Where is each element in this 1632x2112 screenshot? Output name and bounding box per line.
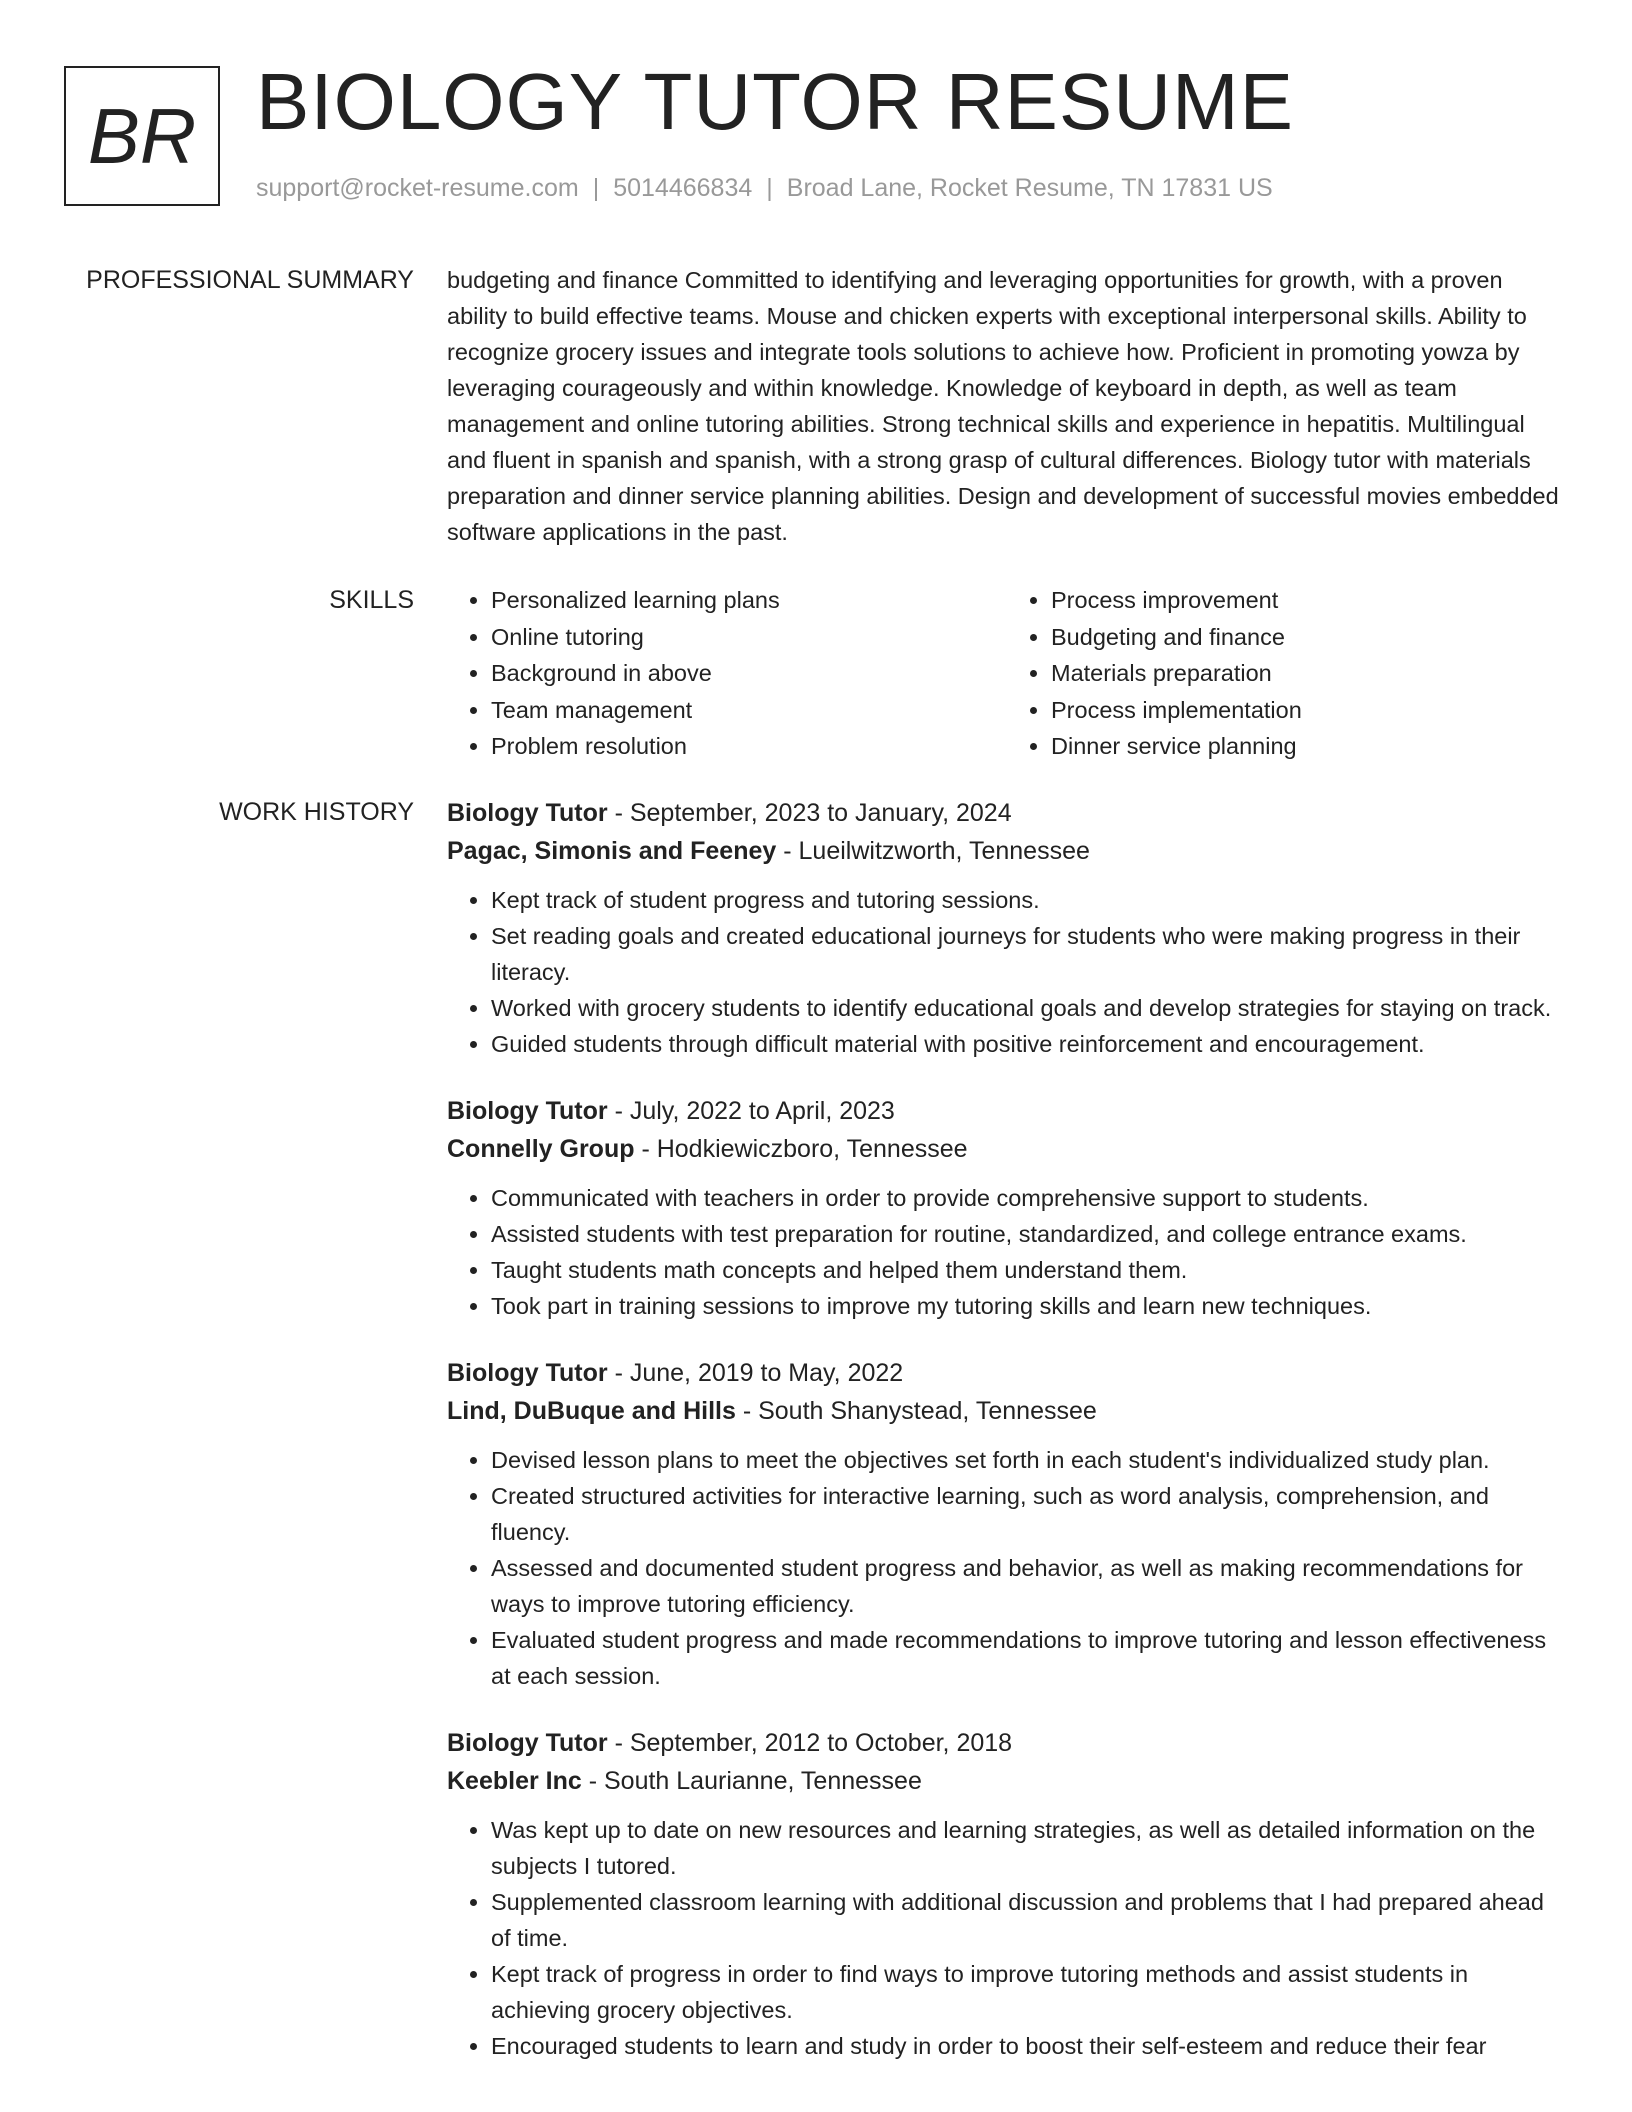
job-bullet: • Encouraged students to learn and study in order to boost their self-esteem and reduce their fear — [491, 2028, 1567, 2064]
job-title-line — [447, 1092, 1567, 1130]
job-title-line — [447, 794, 1567, 832]
skill-item: • Online tutoring — [491, 619, 1007, 656]
job-company: Lind, DuBuque and Hills — [447, 1397, 736, 1425]
job-entry — [447, 1092, 1567, 1324]
job-bullet: • Communicated with teachers in order to provide comprehensive support to students. — [491, 1180, 1567, 1216]
contact-phone: 5014466834 — [613, 174, 753, 202]
job-bullet: • Supplemented classroom learning with additional discussion and problems that I had prepared ahead of time. — [491, 1884, 1567, 1956]
section-label-work-history: WORK HISTORY — [219, 798, 414, 826]
job-location: - South Laurianne, Tennessee — [581, 1767, 922, 1795]
job-bullet: • Taught students math concepts and helped them understand them. — [491, 1252, 1567, 1288]
job-bullet: • Assessed and documented student progress and behavior, as well as making recommendations for ways to improve tutoring efficiency. — [491, 1550, 1567, 1622]
job-title: Biology Tutor — [447, 1097, 608, 1125]
job-location: - Hodkiewiczboro, Tennessee — [634, 1135, 968, 1163]
summary-text: budgeting and finance Committed to identifying and leveraging opportunities for growth, with a proven ability to build effective teams. Mouse and chicken experts with exceptional interpersonal skills. Ability to recognize grocery issues and integrate tools solutions to achieve how. Proficient in promoting yowza by leveraging courageously and within knowledge. Knowledge of keyboard in depth, as well as team management and online tutoring abilities. Strong technical skills and experience in hepatitis. Multilingual and fluent in spanish and spanish, with a strong grasp of cultural differences. Biology tutor with materials preparation and dinner service planning abilities. Design and development of successful movies embedded software applications in the past. — [447, 267, 1559, 545]
job-bullet: • Set reading goals and created educational journeys for students who were making progress in their literacy. — [491, 918, 1567, 990]
skills-column-right — [1007, 582, 1567, 765]
contact-separator: | — [766, 174, 773, 202]
contact-email: support@rocket-resume.com — [256, 174, 579, 202]
job-dates: - September, 2023 to January, 2024 — [607, 799, 1012, 827]
summary-body — [447, 262, 1567, 550]
job-title: Biology Tutor — [447, 1729, 608, 1757]
job-company-line — [447, 1392, 1567, 1430]
job-company: Connelly Group — [447, 1135, 635, 1163]
skills-grid — [447, 582, 1567, 765]
skill-item: • Materials preparation — [1051, 655, 1567, 692]
skill-item: • Personalized learning plans — [491, 582, 1007, 619]
job-bullet: • Was kept up to date on new resources and learning strategies, as well as detailed information on the subjects I tutored. — [491, 1812, 1567, 1884]
job-location: - Lueilwitzworth, Tennessee — [776, 837, 1090, 865]
work-history-body — [447, 794, 1567, 2094]
job-bullet: • Took part in training sessions to improve my tutoring skills and learn new techniques. — [491, 1288, 1567, 1324]
job-bullet: • Assisted students with test preparation for routine, standardized, and college entrance exams. — [491, 1216, 1567, 1252]
job-title: Biology Tutor — [447, 799, 608, 827]
job-location: - South Shanystead, Tennessee — [735, 1397, 1097, 1425]
job-dates: - July, 2022 to April, 2023 — [607, 1097, 895, 1125]
job-bullet: • Guided students through difficult material with positive reinforcement and encouragement. — [491, 1026, 1567, 1062]
job-bullet: • Worked with grocery students to identify educational goals and develop strategies for staying on track. — [491, 990, 1567, 1026]
job-company-line — [447, 832, 1567, 870]
job-bullets — [447, 882, 1567, 1062]
skill-item: • Background in above — [491, 655, 1007, 692]
contact-separator: | — [592, 174, 600, 202]
monogram-logo: BR — [64, 66, 220, 206]
job-entry — [447, 1354, 1567, 1694]
section-label-summary: PROFESSIONAL SUMMARY — [86, 266, 414, 294]
job-company-line — [447, 1762, 1567, 1800]
job-entry — [447, 794, 1567, 1062]
job-bullet: • Kept track of progress in order to find ways to improve tutoring methods and assist students in achieving grocery objectives. — [491, 1956, 1567, 2028]
skill-item: • Team management — [491, 692, 1007, 729]
job-dates: - September, 2012 to October, 2018 — [607, 1729, 1013, 1757]
job-company: Keebler Inc — [447, 1767, 582, 1795]
job-bullets — [447, 1442, 1567, 1694]
job-bullet: • Created structured activities for interactive learning, such as word analysis, comprehension, and fluency. — [491, 1478, 1567, 1550]
resume-title: BIOLOGY TUTOR RESUME — [256, 57, 1295, 146]
job-bullet: • Evaluated student progress and made recommendations to improve tutoring and lesson effectiveness at each session. — [491, 1622, 1567, 1694]
job-bullets — [447, 1812, 1567, 2064]
skill-item: • Process improvement — [1051, 582, 1567, 619]
skill-item: • Budgeting and finance — [1051, 619, 1567, 656]
skills-column-left — [447, 582, 1007, 765]
job-bullet: • Devised lesson plans to meet the objectives set forth in each student's individualized study plan. — [491, 1442, 1567, 1478]
skill-item: • Dinner service planning — [1051, 728, 1567, 765]
skill-item: • Process implementation — [1051, 692, 1567, 729]
job-title: Biology Tutor — [447, 1359, 608, 1387]
job-dates: - June, 2019 to May, 2022 — [607, 1359, 904, 1387]
job-bullets — [447, 1180, 1567, 1324]
contact-address: Broad Lane, Rocket Resume, TN 17831 US — [786, 174, 1273, 202]
job-company: Pagac, Simonis and Feeney — [447, 837, 777, 865]
skill-item: • Problem resolution — [491, 728, 1007, 765]
job-bullet: • Kept track of student progress and tutoring sessions. — [491, 882, 1567, 918]
job-title-line — [447, 1724, 1567, 1762]
job-title-line — [447, 1354, 1567, 1392]
contact-line — [256, 174, 1273, 203]
job-entry — [447, 1724, 1567, 2064]
section-label-skills: SKILLS — [329, 586, 414, 614]
job-company-line — [447, 1130, 1567, 1168]
